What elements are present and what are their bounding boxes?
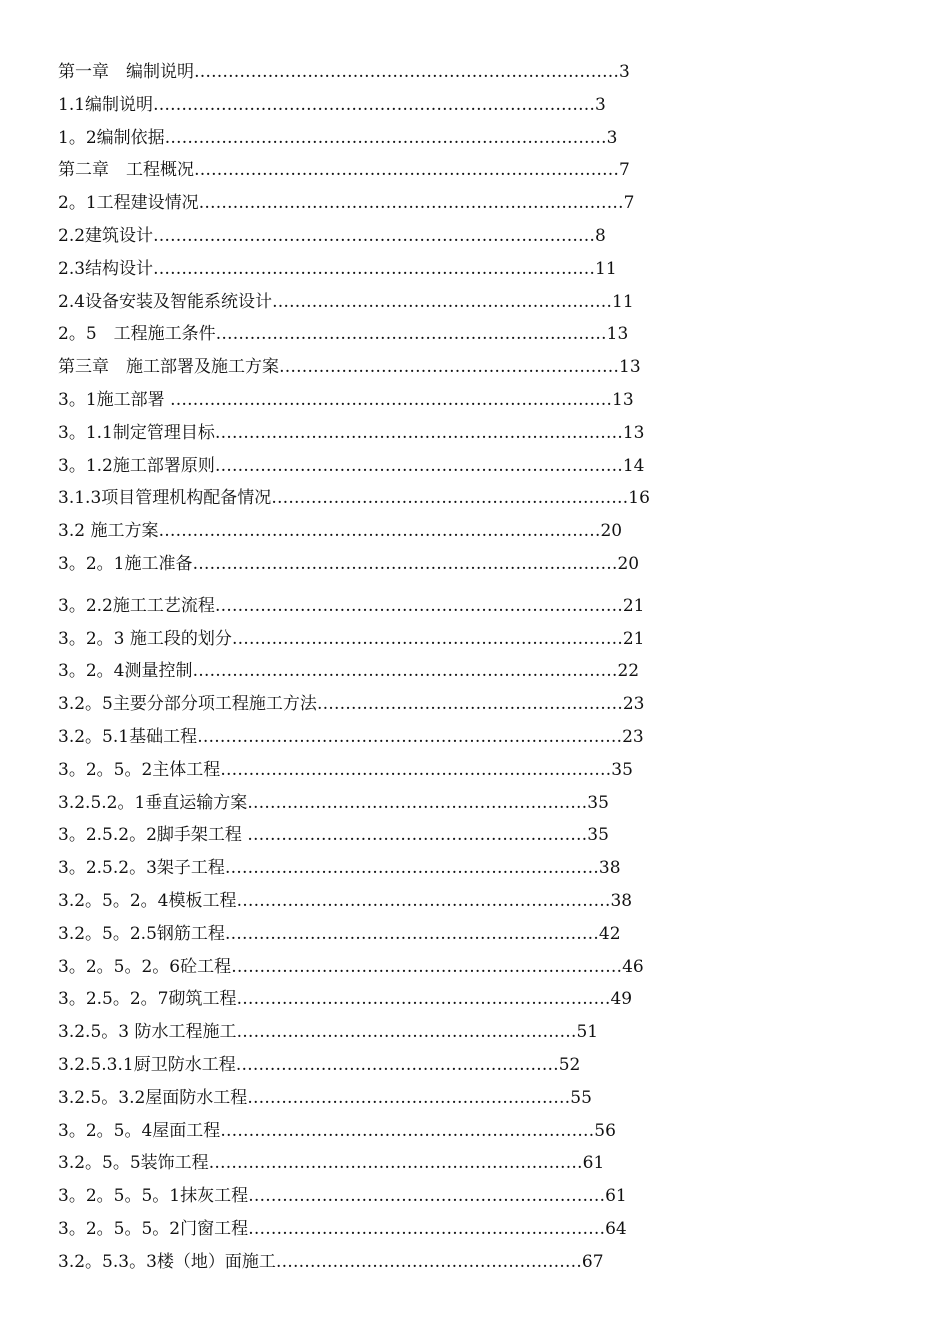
toc-entry[interactable]: 3.2。5.1基础工程…………………………………………………………………23 bbox=[58, 726, 644, 747]
toc-entry[interactable]: 3。2.2施工工艺流程………………………………………………………………21 bbox=[58, 595, 645, 616]
toc-entry[interactable]: 3.2.5。3.2屋面防水工程…………………………………………………55 bbox=[58, 1087, 592, 1108]
toc-entry[interactable]: 3.2.5.2。1垂直运输方案……………………………………………………35 bbox=[58, 792, 609, 813]
toc-entry[interactable]: 3。2。5。4屋面工程…………………………………………………………56 bbox=[58, 1120, 616, 1141]
toc-entry[interactable]: 2.2建筑设计……………………………………………………………………8 bbox=[58, 225, 606, 246]
toc-entry[interactable]: 3.2.5。3 防水工程施工……………………………………………………51 bbox=[58, 1022, 599, 1043]
toc-entry[interactable]: 3.2。5。2.5钢筋工程…………………………………………………………42 bbox=[58, 923, 621, 944]
toc-entry[interactable]: 2.4设备安装及智能系统设计……………………………………………………11 bbox=[58, 291, 634, 312]
toc-entry[interactable]: 3。2.5。2。7砌筑工程…………………………………………………………49 bbox=[58, 989, 633, 1010]
toc-entry[interactable]: 3。2.5.2。2脚手架工程 ……………………………………………………35 bbox=[58, 825, 609, 846]
toc-entry[interactable]: 3.2。5。2。4模板工程…………………………………………………………38 bbox=[58, 890, 633, 911]
toc-entry[interactable]: 3。1.2施工部署原则………………………………………………………………14 bbox=[58, 455, 645, 476]
toc-entry[interactable]: 3。1.1制定管理目标………………………………………………………………13 bbox=[58, 422, 645, 443]
toc-entry[interactable]: 1。2编制依据……………………………………………………………………3 bbox=[58, 127, 618, 148]
toc-entry[interactable]: 3。1施工部署 ……………………………………………………………………13 bbox=[58, 389, 634, 410]
table-of-contents bbox=[58, 56, 698, 1278]
toc-entry[interactable]: 3.1.3项目管理机构配备情况………………………………………………………16 bbox=[58, 488, 650, 509]
toc-entry[interactable]: 3.2 施工方案……………………………………………………………………20 bbox=[58, 521, 623, 542]
toc-entry[interactable]: 3。2。3 施工段的划分……………………………………………………………21 bbox=[58, 628, 645, 649]
toc-entry-chapter-1[interactable]: 第一章 编制说明…………………………………………………………………3 bbox=[58, 62, 630, 82]
toc-entry[interactable]: 3。2。5。5。1抹灰工程………………………………………………………61 bbox=[58, 1186, 627, 1207]
toc-entry[interactable]: 3。2.5.2。3架子工程…………………………………………………………38 bbox=[58, 858, 621, 879]
toc-entry[interactable]: 1.1编制说明……………………………………………………………………3 bbox=[58, 94, 606, 115]
toc-entry[interactable]: 3.2。5主要分部分项工程施工方法………………………………………………23 bbox=[58, 694, 645, 715]
toc-entry[interactable]: 3。2。4测量控制…………………………………………………………………22 bbox=[58, 661, 640, 682]
toc-entry[interactable]: 3。2。5。5。2门窗工程………………………………………………………64 bbox=[58, 1218, 627, 1239]
toc-entry-chapter-2[interactable]: 第二章 工程概况…………………………………………………………………7 bbox=[58, 160, 630, 181]
toc-entry[interactable]: 3.2。5。5装饰工程…………………………………………………………61 bbox=[58, 1153, 605, 1174]
toc-entry-chapter-3[interactable]: 第三章 施工部署及施工方案……………………………………………………13 bbox=[58, 357, 641, 378]
toc-entry[interactable]: 3.2。5.3。3楼（地）面施工………………………………………………67 bbox=[58, 1251, 604, 1272]
toc-entry[interactable]: 3。2。5。2主体工程……………………………………………………………35 bbox=[58, 759, 633, 780]
toc-entry[interactable]: 3。2。5。2。6砼工程……………………………………………………………46 bbox=[58, 956, 644, 977]
toc-entry[interactable]: 2。5 工程施工条件……………………………………………………………13 bbox=[58, 324, 629, 345]
toc-entry[interactable]: 2。1工程建设情况…………………………………………………………………7 bbox=[58, 193, 635, 214]
toc-entry[interactable]: 3。2。1施工准备…………………………………………………………………20 bbox=[58, 553, 640, 574]
toc-entry[interactable]: 3.2.5.3.1厨卫防水工程…………………………………………………52 bbox=[58, 1054, 581, 1075]
toc-entry[interactable]: 2.3结构设计……………………………………………………………………11 bbox=[58, 258, 617, 279]
